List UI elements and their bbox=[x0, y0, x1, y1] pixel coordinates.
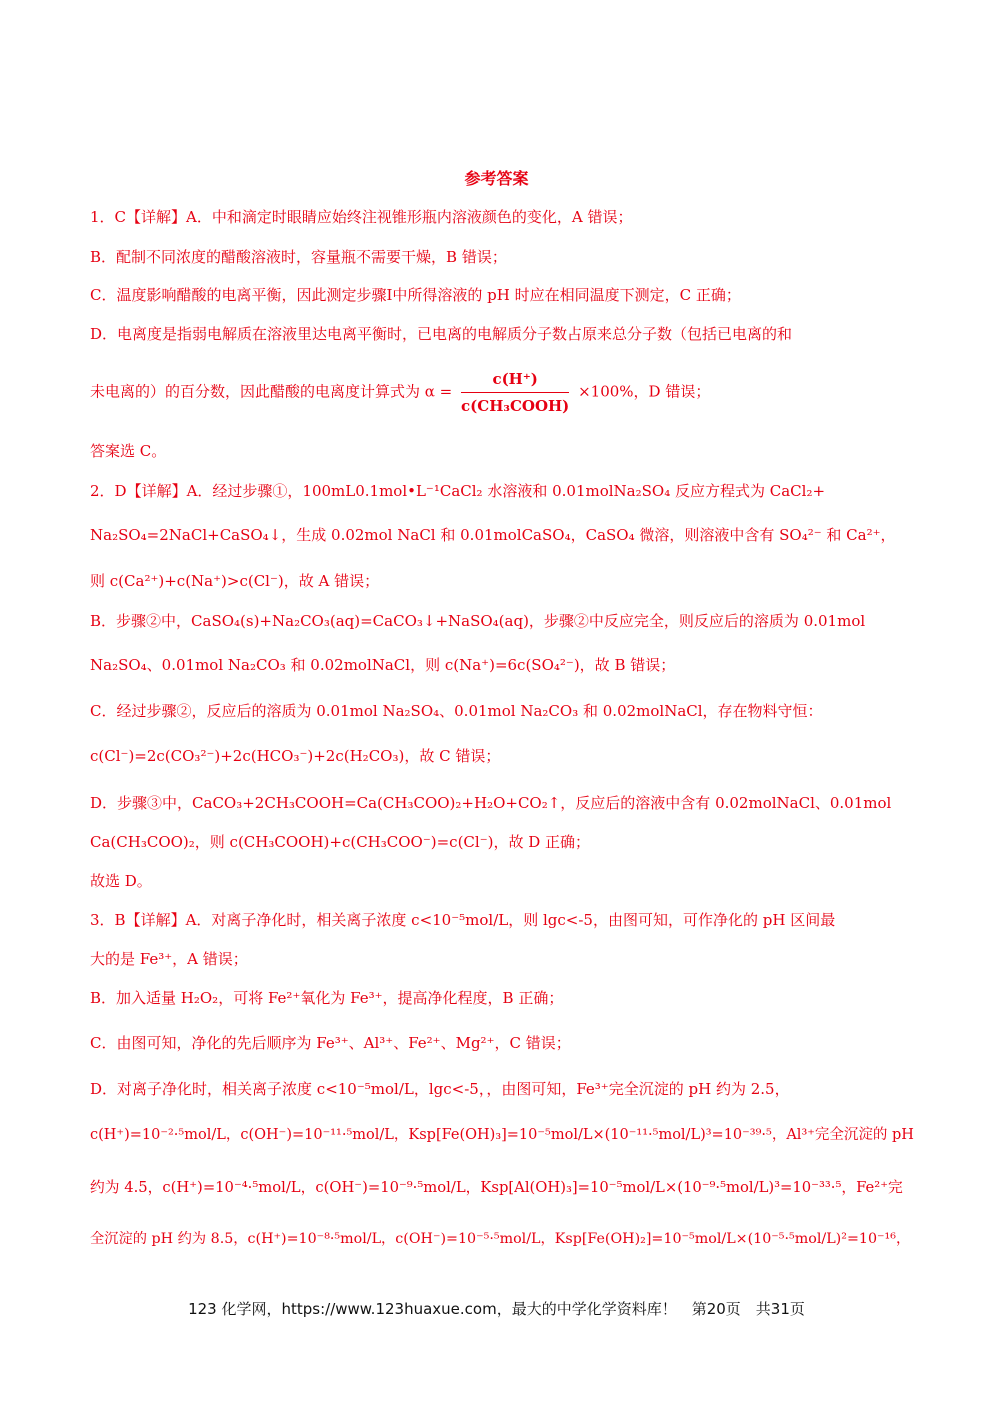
answer-line: D．电离度是指弱电解质在溶液里达电离平衡时，已电离的电解质分子数占原来总分子数（包括已电离的和 bbox=[90, 325, 793, 343]
answer-line: 2．D【详解】A．经过步骤①，100mL0.1mol•L⁻¹CaCl₂ 水溶液和 0.01molNa₂SO₄ 反应方程式为 CaCl₂+ bbox=[90, 482, 826, 500]
answer-line: B．配制不同浓度的醋酸溶液时，容量瓶不需要干燥，B 错误； bbox=[90, 248, 507, 266]
answer-line: 全沉淀的 pH 约为 8.5，c(H⁺)=10⁻⁸·⁵mol/L，c(OH⁻)=10⁻⁵·⁵mol/L，Ksp[Fe(OH)₂]=10⁻⁵mol/L×(10⁻⁵·⁵mol/L)²=10⁻¹⁶， bbox=[90, 1231, 911, 1247]
fraction-numerator: c(H⁺) bbox=[461, 368, 569, 393]
answer-line: D．步骤③中，CaCO₃+2CH₃COOH=Ca(CH₃COO)₂+H₂O+CO₂↑，反应后的溶液中含有 0.02molNaCl、0.01mol bbox=[90, 794, 892, 812]
answer-line: B．加入适量 H₂O₂，可将 Fe²⁺氧化为 Fe³⁺，提高净化程度，B 正确； bbox=[90, 989, 564, 1007]
answer-line: C．经过步骤②，反应后的溶质为 0.01mol Na₂SO₄、0.01mol Na₂CO₃ 和 0.02molNaCl，存在物料守恒： bbox=[90, 702, 823, 720]
answer-line: Na₂SO₄、0.01mol Na₂CO₃ 和 0.02molNaCl，则 c(Na⁺)=6c(SO₄²⁻)，故 B 错误； bbox=[90, 656, 676, 674]
formula-line bbox=[90, 368, 915, 417]
formula-prefix: 未电离的）的百分数，因此醋酸的电离度计算式为 α = bbox=[90, 382, 453, 401]
fraction-denominator: c(CH₃COOH) bbox=[461, 397, 570, 415]
formula-suffix: ×100%，D 错误； bbox=[578, 382, 711, 401]
answer-line: 则 c(Ca²⁺)+c(Na⁺)>c(Cl⁻)，故 A 错误； bbox=[90, 572, 380, 590]
answer-line: 大的是 Fe³⁺，A 错误； bbox=[90, 950, 248, 968]
answer-line: 故选 D。 bbox=[90, 872, 152, 890]
answer-line: Na₂SO₄=2NaCl+CaSO₄↓，生成 0.02mol NaCl 和 0.01molCaSO₄，CaSO₄ 微溶，则溶液中含有 SO₄²⁻ 和 Ca²⁺， bbox=[90, 526, 896, 544]
answer-line: 答案选 C。 bbox=[90, 442, 167, 460]
answer-line: c(Cl⁻)=2c(CO₃²⁻)+2c(HCO₃⁻)+2c(H₂CO₃)，故 C 错误； bbox=[90, 747, 501, 765]
page-title: 参考答案 bbox=[464, 169, 529, 188]
answer-line: 3．B【详解】A．对离子净化时，相关离子浓度 c<10⁻⁵mol/L，则 lgc<-5，由图可知，可作净化的 pH 区间最 bbox=[90, 911, 836, 929]
answer-line: B．步骤②中，CaSO₄(s)+Na₂CO₃(aq)=CaCO₃↓+NaSO₄(aq)，步骤②中反应完全，则反应后的溶质为 0.01mol bbox=[90, 612, 866, 630]
answer-line: 约为 4.5，c(H⁺)=10⁻⁴·⁵mol/L，c(OH⁻)=10⁻⁹·⁵mol/L，Ksp[Al(OH)₃]=10⁻⁵mol/L×(10⁻⁹·⁵mol/L)³=10⁻³³·⁵，Fe²⁺完 bbox=[90, 1179, 903, 1196]
answer-line: c(H⁺)=10⁻²·⁵mol/L，c(OH⁻)=10⁻¹¹·⁵mol/L，Ksp[Fe(OH)₃]=10⁻⁵mol/L×(10⁻¹¹·⁵mol/L)³=10⁻³⁹·⁵，Al³⁺完全沉淀的 pH bbox=[90, 1127, 914, 1143]
answer-line: C．由图可知，净化的先后顺序为 Fe³⁺、Al³⁺、Fe²⁺、Mg²⁺，C 错误； bbox=[90, 1034, 571, 1052]
answer-line: 1．C【详解】A．中和滴定时眼睛应始终注视锥形瓶内溶液颜色的变化，A 错误； bbox=[90, 208, 633, 226]
ionization-degree-fraction bbox=[461, 368, 569, 417]
answer-line: C．温度影响醋酸的电离平衡，因此测定步骤I中所得溶液的 pH 时应在相同温度下测定，C 正确； bbox=[90, 286, 741, 304]
answer-line: Ca(CH₃COO)₂，则 c(CH₃COOH)+c(CH₃COO⁻)=c(Cl⁻)，故 D 正确； bbox=[90, 833, 591, 851]
answer-line: D．对离子净化时，相关离子浓度 c<10⁻⁵mol/L，lgc<-5，，由图可知，Fe³⁺完全沉淀的 pH 约为 2.5， bbox=[90, 1080, 790, 1098]
page-footer: 123 化学网，https://www.123huaxue.com，最大的中学化学资料库！ 第20页 共31页 bbox=[188, 1300, 805, 1318]
